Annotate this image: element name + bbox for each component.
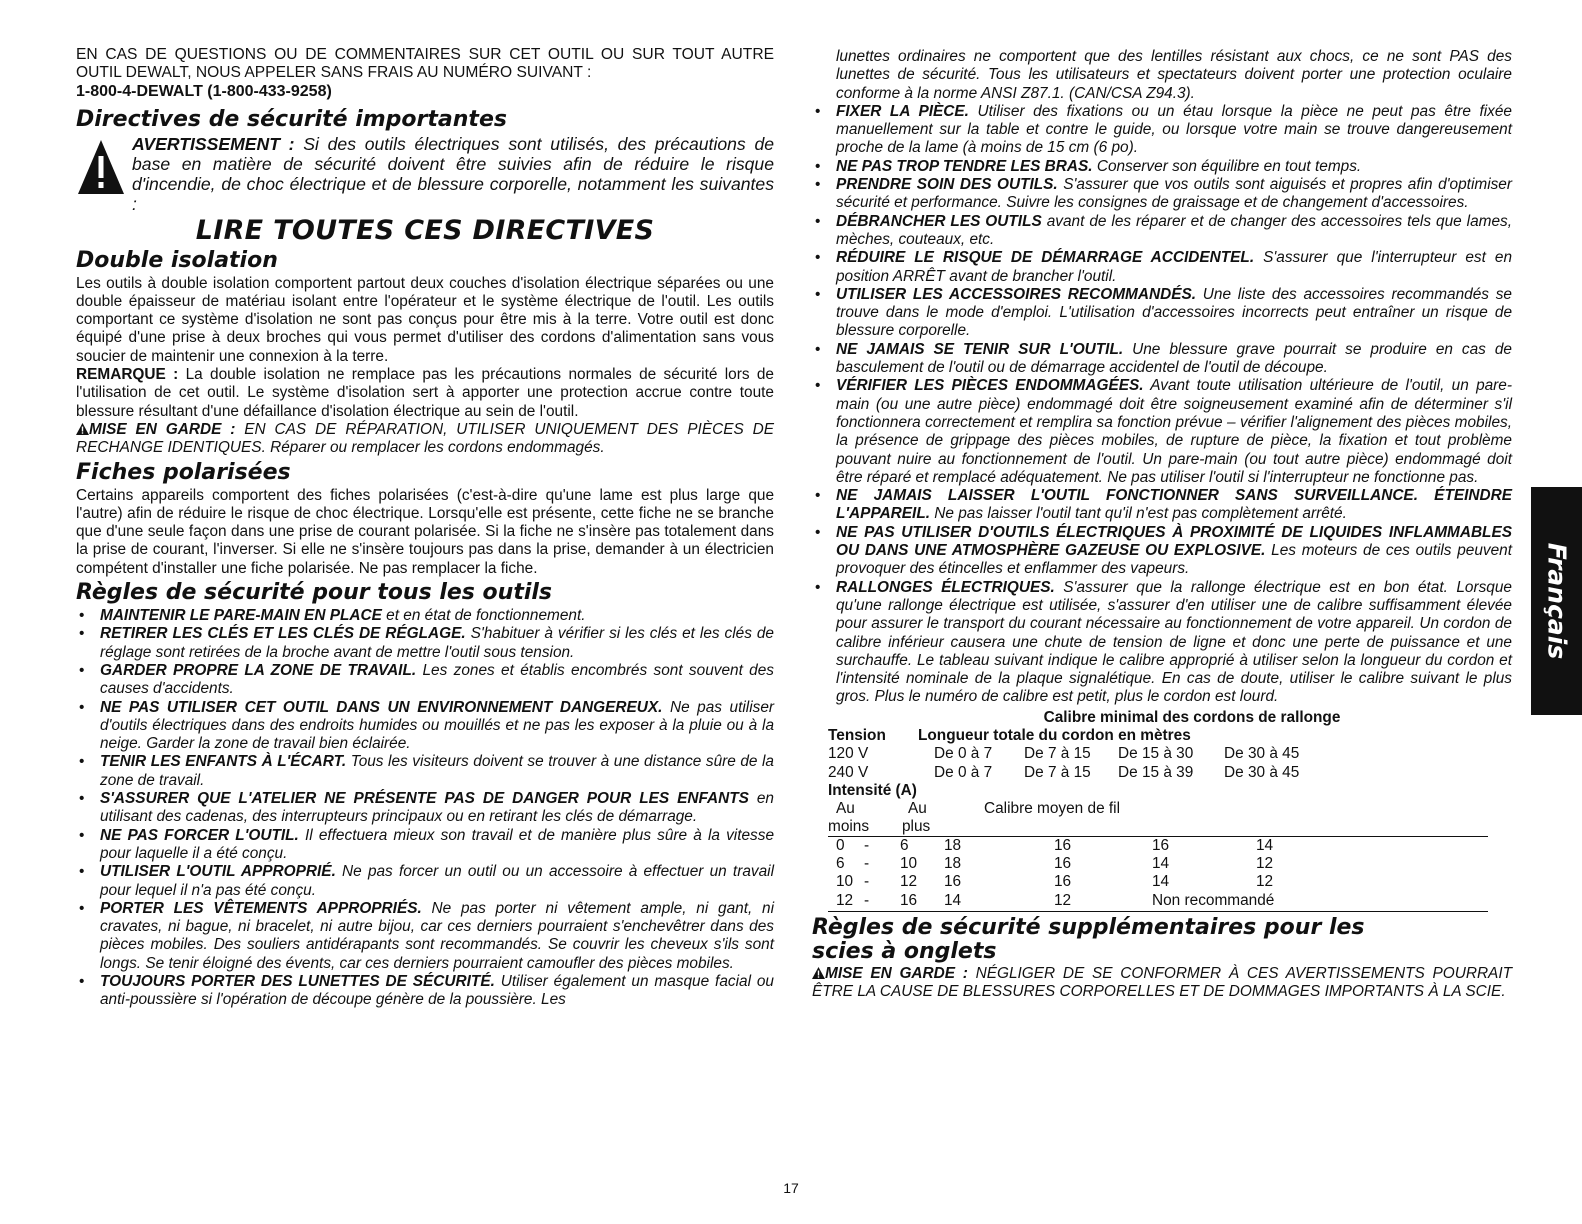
heading-directives: Directives de sécurité importantes (76, 106, 507, 132)
list-item (812, 176, 1512, 213)
table-row (812, 873, 1512, 891)
table-row-120v (812, 745, 1512, 763)
warning-label: AVERTISSEMENT : (132, 133, 295, 154)
table-cell: 14 (1256, 836, 1274, 854)
table-cell: 10 (836, 873, 854, 891)
remarque-paragraph (76, 366, 774, 421)
list-item-text: en utilisant des cadenas, des interrupteurs principaux ou en retirant les clés de démarrage. (100, 790, 774, 826)
table-cell: 6 (900, 836, 909, 854)
table-cell: De 15 à 39 (1118, 763, 1194, 781)
table-cell: 14 (944, 891, 962, 909)
list-item (76, 790, 774, 827)
garde-label: MISE EN GARDE : (89, 420, 236, 438)
list-item-title: S'ASSURER QUE L'ATELIER NE PRÉSENTE PAS DE DANGER POUR LES ENFANTS (100, 790, 749, 808)
cord-gauge-table (812, 709, 1512, 910)
table-cell: - (864, 836, 870, 854)
garde-paragraph (76, 421, 774, 458)
list-item-text: Une liste des accessoires recommandés se trouve dans le mode d'emploi. L'utilisation d'accessoires incorrects peut entraîner un risque de blessure corporelle. (836, 285, 1512, 340)
table-cell: 12 (1054, 891, 1072, 909)
table-cell: - (864, 891, 870, 909)
list-item-text: Avant toute utilisation ultérieure de l'outil, un pare-main (ou une autre pièce) endommagé doit être soigneusement examiné afin de déterminer s'il fonctionnera correctement et remplira sa fonction prévue – vérifier l'alignement des pièces mobiles, la présence de grippage des pièces mobiles, de rupture de pièce, la fixation et tout problème pouvant nuire au fonctionnement de l'outil. Un pare-main (ou tout autre pièce) endommagé doit être réparé et remplacé adéquatement. Ne pas utiliser l'outil si l'interrupteur ne fonctionne pas. (836, 377, 1512, 486)
list-item-text: avant de les réparer et de changer des accessoires tels que lames, mèches, couteaux, etc. (836, 212, 1512, 248)
list-item-title: RÉDUIRE LE RISQUE DE DÉMARRAGE ACCIDENTEL. (836, 249, 1255, 267)
list-item (812, 377, 1512, 487)
warning-triangle-small-icon (76, 423, 89, 435)
table-cell: 16 (1054, 836, 1072, 854)
table-caption: Calibre minimal des cordons de rallonge (1043, 708, 1341, 726)
list-item-text: Ne pas laisser l'outil tant qu'il n'est pas complètement arrêté. (930, 505, 1347, 523)
list-item (76, 753, 774, 790)
list-item (76, 607, 774, 625)
language-tab (1531, 487, 1582, 715)
table-row-240v (812, 764, 1512, 782)
table-cell: 10 (900, 855, 918, 873)
intensite-row (812, 782, 1512, 800)
list-item-text: Utiliser des fixations ou un étau lorsque la pièce ne peut pas être fixée manuellement sur la table et contre le guide, ou lorsque votre main se trouve dangereusement proche de la lame (à moins de 15 cm (6 po). (836, 102, 1512, 157)
intensite-label: Intensité (A) (828, 781, 917, 799)
table-rule-bottom (828, 911, 1488, 912)
list-item-title: UTILISER LES ACCESSOIRES RECOMMANDÉS. (836, 285, 1197, 303)
safety-rules-list (76, 607, 774, 1010)
remarque-text: La double isolation ne remplace pas les précautions normales de sécurité lors de l'utilisation de cet outil. Le système d'isolation sert à apporter une protection accrue contre toute blessure résultant d'une défaillance d'isolation électrique au sein de l'outil. (76, 366, 774, 420)
list-item-title: FIXER LA PIÈCE. (836, 102, 969, 120)
heading-supp-line2: scies à onglets (812, 938, 997, 964)
list-item (812, 249, 1512, 286)
garde-label-right: MISE EN GARDE : (825, 964, 968, 982)
heading-lire: LIRE TOUTES CES DIRECTIVES (195, 214, 655, 246)
heading-supp (812, 916, 1512, 964)
table-cell: 14 (1152, 873, 1170, 891)
list-item-text: S'habituer à vérifier si les clés et les clés de réglage sont retirées de la broche avant de mettre l'outil sous tension. (100, 625, 774, 661)
list-item-text: S'assurer que l'interrupteur est en position ARRÊT avant de brancher l'outil. (836, 249, 1512, 285)
voltage-120: 120 V (828, 745, 869, 763)
list-item-text: S'assurer que vos outils sont aiguisés et propres afin d'optimiser sécurité et performance. Suivre les consignes de graissage et de changement d'accessoires. (836, 176, 1512, 212)
table-cell: De 7 à 15 (1024, 763, 1091, 781)
table-cell: 12 (1256, 873, 1274, 891)
calibre-label: Calibre moyen de fil (984, 800, 1121, 818)
table-cell: 16 (1054, 873, 1072, 891)
tension-label: Tension (828, 726, 886, 744)
list-item-title: DÉBRANCHER LES OUTILS (836, 212, 1042, 230)
list-item (812, 524, 1512, 579)
list-item-title: NE PAS UTILISER CET OUTIL DANS UN ENVIRONNEMENT DANGEREUX. (100, 698, 663, 716)
table-cell: 18 (944, 836, 962, 854)
warning-triangle-icon (76, 138, 126, 196)
list-item-text: Utiliser également un masque facial ou anti-poussière si l'opération de découpe génère de la poussière. Les (100, 972, 774, 1009)
list-item-title: PORTER LES VÊTEMENTS APPROPRIÉS. (100, 899, 422, 917)
warning-paragraph (76, 134, 774, 214)
list-item (812, 341, 1512, 378)
list-item (76, 900, 774, 973)
list-item-title: GARDER PROPRE LA ZONE DE TRAVAIL. (100, 661, 417, 679)
list-item-text: Il effectuera mieux son travail et de manière plus sûre à la vitesse pour laquelle il a été conçu. (100, 826, 775, 862)
list-item-text: et en état de fonctionnement. (381, 607, 586, 625)
heading-regles: Règles de sécurité pour tous les outils (76, 580, 553, 606)
table-row (812, 892, 1512, 910)
gauge-rows (812, 837, 1512, 910)
au-label: Au (836, 800, 855, 818)
garde-text-right: NÉGLIGER DE SE CONFORMER À CES AVERTISSEMENTS POURRAIT ÊTRE LA CAUSE DE BLESSURES CORPORELLES ET DE DOMMAGES IMPORTANTS À LA SCIE. (812, 964, 1513, 1001)
list-item (76, 827, 774, 864)
list-item-title: NE PAS TROP TENDRE LES BRAS. (836, 157, 1093, 175)
warning-triangle-small-icon (812, 967, 825, 979)
left-column (76, 46, 774, 1010)
table-cell: 16 (944, 873, 962, 891)
language-tab-label: Français (1542, 542, 1571, 660)
list-item-title: NE PAS UTILISER D'OUTILS ÉLECTRIQUES À PROXIMITÉ DE LIQUIDES INFLAMMABLES OU DANS UNE ATMOSPHÈRE GAZEUSE OU EXPLOSIVE. (836, 523, 1512, 560)
table-cell: De 30 à 45 (1224, 763, 1300, 781)
list-item (812, 286, 1512, 341)
list-item-title: MAINTENIR LE PARE-MAIN EN PLACE (100, 607, 382, 625)
list-item-title: VÉRIFIER LES PIÈCES ENDOMMAGÉES. (836, 377, 1144, 395)
garde-text: EN CAS DE RÉPARATION, UTILISER UNIQUEMENT DES PIÈCES DE RECHANGE IDENTIQUES. Réparer ou remplacer les cordons endommagés. (76, 420, 774, 457)
table-cell: De 7 à 15 (1024, 745, 1091, 763)
right-column (812, 48, 1512, 1002)
table-cell: - (864, 873, 870, 891)
table-cell: 0 (836, 836, 845, 854)
warning-text: Si des outils électriques sont utilisés, des précautions de base en matière de sécurité doivent être suivies afin de réduire le risque d'incendie, de choc électrique et de blessure corporelle, notamment les suivantes : (132, 133, 775, 214)
heading-double-isolation: Double isolation (76, 247, 278, 273)
table-cell: 14 (1152, 855, 1170, 873)
list-item (812, 487, 1512, 524)
list-item (76, 699, 774, 754)
list-item (812, 158, 1512, 176)
table-row (812, 855, 1512, 873)
page-number: 17 (783, 1180, 799, 1196)
list-item (76, 662, 774, 699)
list-item-title: PRENDRE SOIN DES OUTILS. (836, 176, 1058, 194)
table-cell: Non recommandé (1152, 891, 1275, 909)
moins-plus-row (812, 818, 1512, 836)
list-item (76, 863, 774, 900)
list-item (812, 579, 1512, 707)
list-item-text: Une blessure grave pourrait se produire en cas de basculement de l'outil ou de démarrage accidentel de l'outil de découpe. (836, 340, 1512, 377)
moins-label: moins (828, 818, 870, 836)
table-cell: 12 (900, 873, 918, 891)
remarque-label: REMARQUE : (76, 366, 179, 384)
table-cell: De 0 à 7 (934, 763, 993, 781)
table-header-row (812, 727, 1512, 745)
table-cell: 6 (836, 855, 845, 873)
list-item-text: Ne pas forcer un outil ou un accessoire à effectuer un travail pour lequel il n'a pas été conçu. (100, 863, 774, 899)
table-cell: 12 (836, 891, 854, 909)
list-item (812, 213, 1512, 250)
table-cell: 18 (944, 855, 962, 873)
table-cell: 12 (1256, 855, 1274, 873)
list-item-title: NE JAMAIS LAISSER L'OUTIL FONCTIONNER SANS SURVEILLANCE. ÉTEINDRE L'APPAREIL. (836, 487, 1512, 523)
list-item-text: Tous les visiteurs doivent se trouver à une distance sûre de la zone de travail. (100, 753, 774, 789)
list-item-title: RETIRER LES CLÉS ET LES CLÉS DE RÉGLAGE. (100, 625, 466, 643)
list-item (812, 103, 1512, 158)
table-cell: 16 (1054, 855, 1072, 873)
list-item-text: Les zones et établis encombrés sont souvent des causes d'accidents. (100, 661, 774, 698)
double-isolation-text: Les outils à double isolation comportent partout deux couches d'isolation électrique séparées ou une double épaisseur de matériau isolant entre l'opérateur et le système électrique de l'outil. Les outils comportant ce système d'isolation ne sont pas conçus pour être mis à la terre. Votre outil est donc équipé d'une prise à deux broches qui vous permet d'utiliser des cordons d'alimentation sans vous soucier de maintenir une connexion à la terre. (76, 274, 774, 365)
table-cell: 16 (900, 891, 918, 909)
safety-rules-list-continued (812, 103, 1512, 707)
list-item-title: TENIR LES ENFANTS À L'ÉCART. (100, 753, 347, 771)
au-label: Au (908, 800, 927, 818)
length-label: Longueur totale du cordon en mètres (918, 726, 1191, 744)
heading-supp-line1: Règles de sécurité supplémentaires pour les (812, 914, 1365, 940)
list-item-text: Ne pas utiliser d'outils électriques dans des endroits humides ou mouillés et ne pas les exposer à la pluie ou à la neige. Garder la zone de travail bien éclairée. (100, 698, 774, 753)
continued-text: lunettes ordinaires ne comportent que des lentilles résistant aux chocs, ce ne sont PAS des lunettes de sécurité. Tous les utilisateurs et spectateurs doivent porter une protection oculaire conforme à la norme ANSI Z87.1. (CAN/CSA Z94.3). (836, 48, 1512, 102)
table-cell: De 15 à 30 (1118, 745, 1194, 763)
table-cell: 16 (1152, 836, 1170, 854)
fiches-text: Certains appareils comportent des fiches polarisées (c'est-à-dire qu'une lame est plus large que l'autre) afin de réduire le risque de choc électrique. Lorsqu'elle est présente, cette fiche ne se branche que d'une seule façon dans une prise de courant polarisée. Si la fiche ne s'insère pas totalement dans la prise de courant, l'inverser. Si elle ne s'insère toujours pas dans la prise, demander à un électricien compétent d'installer une fiche polarisée. Ne pas remplacer la fiche. (76, 486, 774, 577)
list-item (76, 625, 774, 662)
heading-fiches: Fiches polarisées (76, 459, 291, 485)
intro-text: EN CAS DE QUESTIONS OU DE COMMENTAIRES SUR CET OUTIL OU SUR TOUT AUTRE OUTIL DEWALT, NOUS APPELER SANS FRAIS AU NUMÉRO SUIVANT : (76, 46, 774, 82)
list-item-title: NE JAMAIS SE TENIR SUR L'OUTIL. (836, 340, 1124, 358)
list-item-title: UTILISER L'OUTIL APPROPRIÉ. (100, 863, 336, 881)
plus-label: plus (902, 818, 931, 836)
table-cell: - (864, 855, 870, 873)
list-item-text: Ne pas porter ni vêtement ample, ni gant, ni cravates, ni bague, ni bracelet, ni autre bijou, car ces derniers pourraient s'enchevêtrer dans des pièces mobiles. Des souliers antidérapants sont recommandés. Se couvrir les cheveux s'ils sont longs. Se tenir éloigné des évents, car ces derniers pourraient camoufler des pièces mobiles. (100, 899, 774, 972)
list-item-text: Conserver son équilibre en tout temps. (1092, 157, 1362, 175)
list-item-text: Les moteurs de ces outils peuvent provoquer des étincelles et enflammer des vapeurs. (836, 542, 1512, 578)
table-cell: De 0 à 7 (934, 745, 993, 763)
au-row (812, 800, 1512, 818)
list-item-title: TOUJOURS PORTER DES LUNETTES DE SÉCURITÉ. (100, 972, 495, 990)
list-item-title: RALLONGES ÉLECTRIQUES. (836, 578, 1055, 596)
garde-paragraph-right (812, 965, 1512, 1002)
table-row (812, 837, 1512, 855)
phone-number: 1-800-4-DEWALT (1-800-433-9258) (76, 82, 332, 100)
list-item (76, 973, 774, 1010)
table-cell: De 30 à 45 (1224, 745, 1300, 763)
list-item-text: S'assurer que la rallonge électrique est en bon état. Lorsque qu'une rallonge électrique est utilisée, s'assurer d'en utiliser une de calibre suffisamment élevée pour assurer le transport du courant nécessaire au fonctionnement de votre appareil. Un cordon de calibre inférieur causera une chute de tension de ligne et donc une perte de puissance et une surchauffe. Le tableau suivant indique le calibre approprié à utiliser selon la longueur du cordon et l'intensité nominale de la plaque signalétique. En cas de doute, utiliser le calibre suivant le plus gros. Plus le numéro de calibre est petit, plus le cordon est lourd. (836, 578, 1512, 706)
warning-block (76, 134, 774, 214)
voltage-240: 240 V (828, 763, 869, 781)
list-item-title: NE PAS FORCER L'OUTIL. (100, 826, 299, 844)
